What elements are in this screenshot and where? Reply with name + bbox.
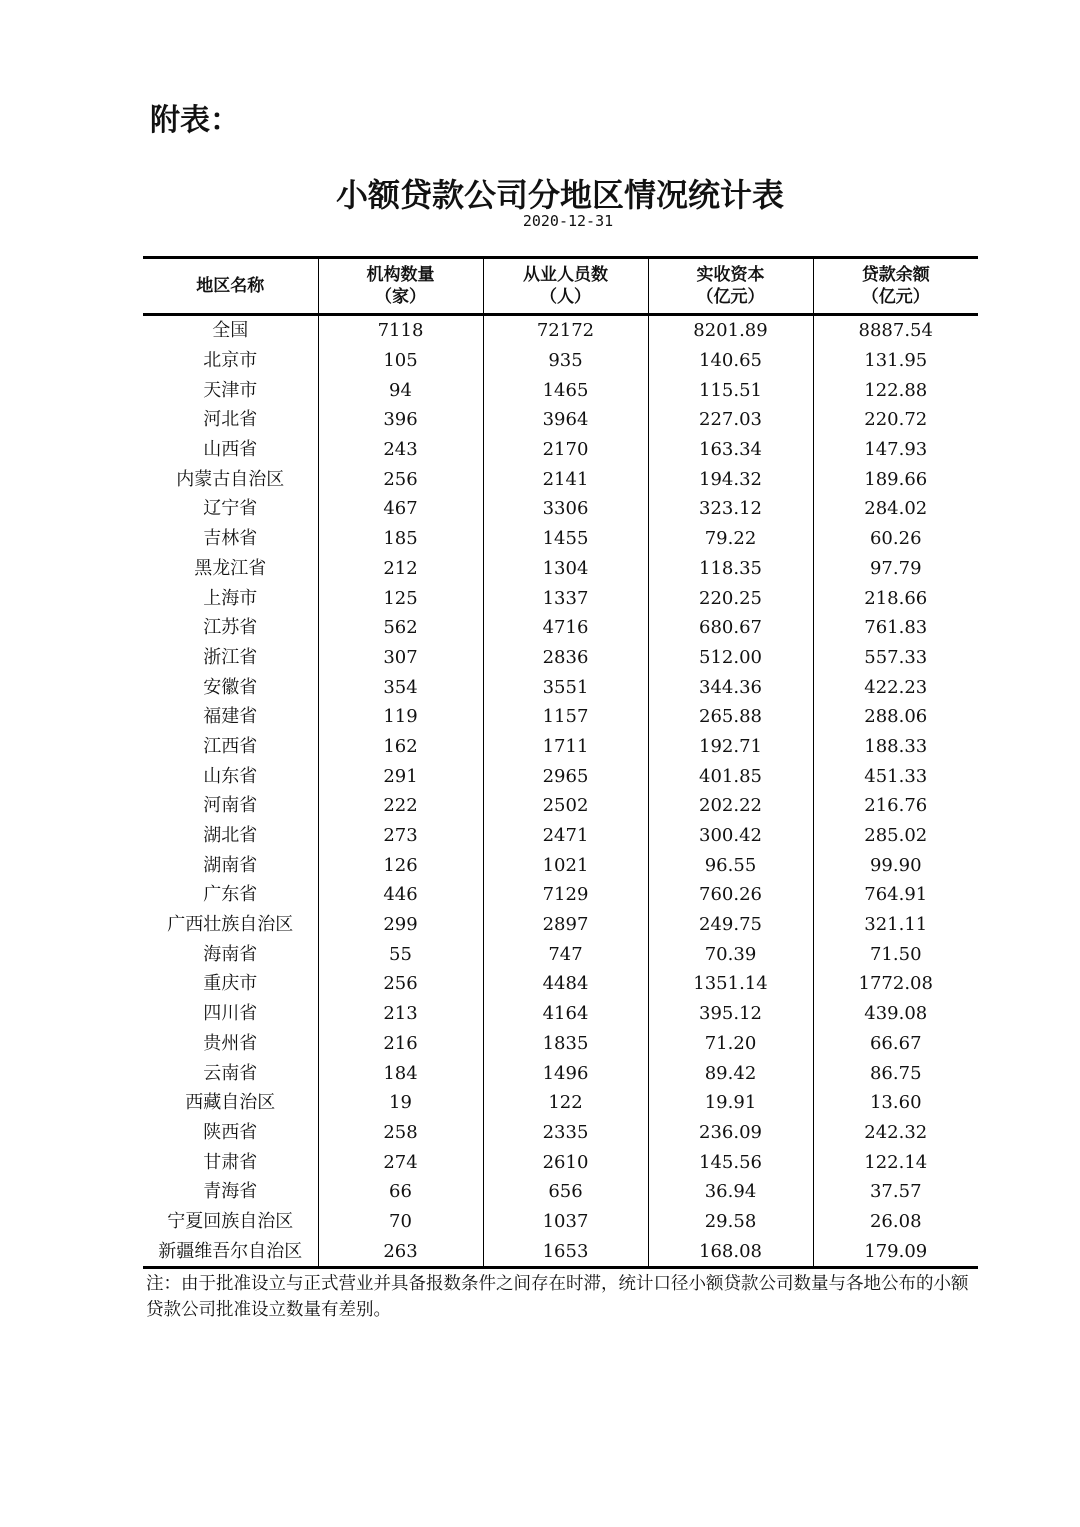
cell-employees: 2965: [483, 761, 648, 791]
cell-loan-balance: 761.83: [813, 613, 978, 643]
cell-loan-balance: 220.72: [813, 405, 978, 435]
cell-region: 宁夏回族自治区: [167, 1210, 294, 1232]
header-line2: （亿元）: [861, 287, 930, 307]
cell-loan-balance: 60.26: [813, 524, 978, 554]
cell-region: 甘肃省: [203, 1151, 258, 1173]
cell-paid-in-capital: 300.42: [648, 821, 813, 851]
cell-paid-in-capital: 202.22: [648, 791, 813, 821]
header-loan-balance: [813, 258, 978, 315]
cell-employees: 2836: [483, 643, 648, 673]
cell-loan-balance: 99.90: [813, 850, 978, 880]
cell-institutions: 354: [318, 672, 483, 702]
cell-employees: 3964: [483, 405, 648, 435]
header-institutions: [318, 258, 483, 315]
cell-paid-in-capital: 8201.89: [648, 315, 813, 346]
cell-employees: 747: [483, 939, 648, 969]
cell-region: 黑龙江省: [194, 557, 267, 579]
table-row: [143, 999, 978, 1029]
table-row: [143, 761, 978, 791]
cell-paid-in-capital: 194.32: [648, 464, 813, 494]
cell-region: 河北省: [203, 409, 258, 431]
cell-institutions: 562: [318, 613, 483, 643]
cell-paid-in-capital: 220.25: [648, 583, 813, 613]
table-row: [143, 494, 978, 524]
cell-paid-in-capital: 227.03: [648, 405, 813, 435]
cell-region: 福建省: [203, 706, 258, 728]
cell-loan-balance: 242.32: [813, 1118, 978, 1148]
cell-region: 山东省: [203, 765, 258, 787]
cell-paid-in-capital: 115.51: [648, 375, 813, 405]
cell-employees: 2471: [483, 821, 648, 851]
table-date: 2020-12-31: [522, 212, 614, 230]
cell-loan-balance: 557.33: [813, 643, 978, 673]
cell-employees: 4716: [483, 613, 648, 643]
cell-region: 重庆市: [203, 973, 258, 995]
table-body: [143, 315, 978, 1268]
cell-institutions: 19: [318, 1088, 483, 1118]
cell-paid-in-capital: 36.94: [648, 1177, 813, 1207]
header-employees: [483, 258, 648, 315]
cell-institutions: 396: [318, 405, 483, 435]
cell-loan-balance: 451.33: [813, 761, 978, 791]
cell-paid-in-capital: 145.56: [648, 1147, 813, 1177]
header-line2: （人）: [540, 287, 591, 307]
cell-loan-balance: 37.57: [813, 1177, 978, 1207]
cell-employees: 72172: [483, 315, 648, 346]
cell-loan-balance: 422.23: [813, 672, 978, 702]
cell-paid-in-capital: 163.34: [648, 435, 813, 465]
cell-region: 海南省: [203, 943, 258, 965]
cell-employees: 3306: [483, 494, 648, 524]
cell-employees: 1304: [483, 554, 648, 584]
table-row: [143, 732, 978, 762]
cell-loan-balance: 188.33: [813, 732, 978, 762]
cell-paid-in-capital: 71.20: [648, 1029, 813, 1059]
cell-region: 天津市: [203, 379, 258, 401]
cell-paid-in-capital: 118.35: [648, 554, 813, 584]
cell-institutions: 212: [318, 554, 483, 584]
cell-employees: 1711: [483, 732, 648, 762]
cell-employees: 1021: [483, 850, 648, 880]
cell-region: 河南省: [203, 795, 258, 817]
cell-institutions: 273: [318, 821, 483, 851]
cell-paid-in-capital: 512.00: [648, 643, 813, 673]
statistics-table: [143, 256, 978, 1269]
cell-institutions: 66: [318, 1177, 483, 1207]
cell-region: 西藏自治区: [185, 1092, 276, 1114]
cell-paid-in-capital: 29.58: [648, 1207, 813, 1237]
cell-employees: 2141: [483, 464, 648, 494]
cell-institutions: 263: [318, 1236, 483, 1267]
cell-employees: 1337: [483, 583, 648, 613]
cell-paid-in-capital: 1351.14: [648, 969, 813, 999]
table-row: [143, 315, 978, 346]
table-row: [143, 1088, 978, 1118]
cell-employees: 1496: [483, 1058, 648, 1088]
cell-region: 上海市: [203, 587, 258, 609]
cell-institutions: 307: [318, 643, 483, 673]
table-row: [143, 464, 978, 494]
cell-institutions: 125: [318, 583, 483, 613]
cell-employees: 1835: [483, 1029, 648, 1059]
table-row: [143, 524, 978, 554]
cell-region: 青海省: [203, 1181, 258, 1203]
cell-paid-in-capital: 192.71: [648, 732, 813, 762]
cell-employees: 1455: [483, 524, 648, 554]
cell-loan-balance: 216.76: [813, 791, 978, 821]
table-row: [143, 910, 978, 940]
cell-region: 陕西省: [203, 1121, 258, 1143]
cell-region: 江苏省: [203, 617, 258, 639]
cell-employees: 935: [483, 346, 648, 376]
cell-paid-in-capital: 236.09: [648, 1118, 813, 1148]
cell-region: 广西壮族自治区: [167, 914, 294, 936]
cell-employees: 1653: [483, 1236, 648, 1267]
cell-loan-balance: 218.66: [813, 583, 978, 613]
cell-loan-balance: 179.09: [813, 1236, 978, 1267]
cell-paid-in-capital: 140.65: [648, 346, 813, 376]
cell-institutions: 184: [318, 1058, 483, 1088]
cell-loan-balance: 285.02: [813, 821, 978, 851]
cell-paid-in-capital: 19.91: [648, 1088, 813, 1118]
cell-institutions: 299: [318, 910, 483, 940]
footnote: 注：由于批准设立与正式营业并具备报数条件之间存在时滞，统计口径小额贷款公司数量与各地公布的小额贷款公司批准设立数量有差别。: [146, 1274, 969, 1320]
table-row: [143, 1058, 978, 1088]
cell-employees: 2502: [483, 791, 648, 821]
cell-employees: 2897: [483, 910, 648, 940]
cell-institutions: 55: [318, 939, 483, 969]
table-row: [143, 1147, 978, 1177]
table-row: [143, 583, 978, 613]
table-row: [143, 880, 978, 910]
cell-paid-in-capital: 79.22: [648, 524, 813, 554]
cell-paid-in-capital: 89.42: [648, 1058, 813, 1088]
table-row: [143, 405, 978, 435]
cell-region: 广东省: [203, 884, 258, 906]
cell-institutions: 162: [318, 732, 483, 762]
header-line2: （亿元）: [696, 287, 765, 307]
cell-region: 湖北省: [203, 825, 258, 847]
table-row: [143, 821, 978, 851]
cell-paid-in-capital: 395.12: [648, 999, 813, 1029]
table-header-row: [143, 258, 978, 315]
cell-loan-balance: 8887.54: [813, 315, 978, 346]
cell-employees: 1157: [483, 702, 648, 732]
cell-paid-in-capital: 168.08: [648, 1236, 813, 1267]
table-row: [143, 1207, 978, 1237]
cell-loan-balance: 147.93: [813, 435, 978, 465]
cell-institutions: 7118: [318, 315, 483, 346]
cell-paid-in-capital: 344.36: [648, 672, 813, 702]
cell-region: 内蒙古自治区: [176, 468, 285, 490]
cell-employees: 7129: [483, 880, 648, 910]
cell-region: 云南省: [203, 1062, 258, 1084]
cell-employees: 2170: [483, 435, 648, 465]
cell-employees: 4164: [483, 999, 648, 1029]
cell-region: 新疆维吾尔自治区: [143, 1236, 318, 1267]
cell-paid-in-capital: 96.55: [648, 850, 813, 880]
cell-institutions: 258: [318, 1118, 483, 1148]
cell-loan-balance: 122.88: [813, 375, 978, 405]
table-row: [143, 1177, 978, 1207]
cell-region: 辽宁省: [203, 498, 258, 520]
cell-institutions: 119: [318, 702, 483, 732]
cell-loan-balance: 321.11: [813, 910, 978, 940]
cell-paid-in-capital: 70.39: [648, 939, 813, 969]
cell-employees: 656: [483, 1177, 648, 1207]
cell-institutions: 256: [318, 969, 483, 999]
cell-institutions: 94: [318, 375, 483, 405]
cell-loan-balance: 764.91: [813, 880, 978, 910]
cell-loan-balance: 131.95: [813, 346, 978, 376]
cell-employees: 2610: [483, 1147, 648, 1177]
cell-employees: 122: [483, 1088, 648, 1118]
header-paid-in-capital: [648, 258, 813, 315]
cell-loan-balance: 26.08: [813, 1207, 978, 1237]
cell-institutions: 467: [318, 494, 483, 524]
cell-paid-in-capital: 249.75: [648, 910, 813, 940]
cell-paid-in-capital: 265.88: [648, 702, 813, 732]
cell-region: 贵州省: [203, 1032, 258, 1054]
cell-loan-balance: 122.14: [813, 1147, 978, 1177]
cell-loan-balance: 439.08: [813, 999, 978, 1029]
cell-employees: 1465: [483, 375, 648, 405]
cell-region: 山西省: [203, 439, 258, 461]
cell-institutions: 222: [318, 791, 483, 821]
cell-loan-balance: 288.06: [813, 702, 978, 732]
annex-label: 附表：: [150, 103, 240, 138]
header-line1: 地区名称: [196, 276, 265, 296]
cell-institutions: 213: [318, 999, 483, 1029]
header-line1: 贷款余额: [861, 265, 930, 285]
table-row: [143, 850, 978, 880]
cell-loan-balance: 284.02: [813, 494, 978, 524]
cell-loan-balance: 86.75: [813, 1058, 978, 1088]
table-title: 小额贷款公司分地区情况统计表: [335, 176, 784, 214]
table-row: [143, 702, 978, 732]
cell-loan-balance: 189.66: [813, 464, 978, 494]
cell-employees: 1037: [483, 1207, 648, 1237]
cell-loan-balance: 13.60: [813, 1088, 978, 1118]
header-region: [143, 258, 318, 315]
table-row: [143, 435, 978, 465]
cell-paid-in-capital: 323.12: [648, 494, 813, 524]
cell-institutions: 216: [318, 1029, 483, 1059]
cell-loan-balance: 1772.08: [813, 969, 978, 999]
cell-region: 湖南省: [203, 854, 258, 876]
cell-region: 安徽省: [203, 676, 258, 698]
cell-loan-balance: 66.67: [813, 1029, 978, 1059]
cell-region: 吉林省: [203, 528, 258, 550]
cell-institutions: 291: [318, 761, 483, 791]
table-row: [143, 791, 978, 821]
header-line1: 从业人员数: [523, 265, 608, 285]
cell-paid-in-capital: 680.67: [648, 613, 813, 643]
cell-employees: 3551: [483, 672, 648, 702]
table-row: [143, 969, 978, 999]
cell-institutions: 126: [318, 850, 483, 880]
cell-institutions: 256: [318, 464, 483, 494]
header-line1: 实收资本: [696, 265, 765, 285]
cell-institutions: 70: [318, 1207, 483, 1237]
cell-institutions: 274: [318, 1147, 483, 1177]
table-row: [143, 1236, 978, 1267]
header-line2: （家）: [375, 287, 426, 307]
cell-paid-in-capital: 401.85: [648, 761, 813, 791]
table-row: [143, 375, 978, 405]
cell-region: 浙江省: [203, 646, 258, 668]
table-row: [143, 643, 978, 673]
cell-institutions: 243: [318, 435, 483, 465]
cell-institutions: 185: [318, 524, 483, 554]
table-row: [143, 554, 978, 584]
cell-employees: 2335: [483, 1118, 648, 1148]
table-row: [143, 672, 978, 702]
table-row: [143, 613, 978, 643]
table-row: [143, 939, 978, 969]
table-row: [143, 1029, 978, 1059]
table-row: [143, 346, 978, 376]
cell-region: 北京市: [203, 350, 258, 372]
cell-region: 四川省: [203, 1003, 258, 1025]
cell-employees: 4484: [483, 969, 648, 999]
cell-institutions: 105: [318, 346, 483, 376]
cell-paid-in-capital: 760.26: [648, 880, 813, 910]
header-line1: 机构数量: [366, 265, 435, 285]
cell-loan-balance: 71.50: [813, 939, 978, 969]
cell-region: 江西省: [203, 735, 258, 757]
cell-institutions: 446: [318, 880, 483, 910]
table-row: [143, 1118, 978, 1148]
cell-region: 全国: [212, 320, 249, 342]
cell-loan-balance: 97.79: [813, 554, 978, 584]
